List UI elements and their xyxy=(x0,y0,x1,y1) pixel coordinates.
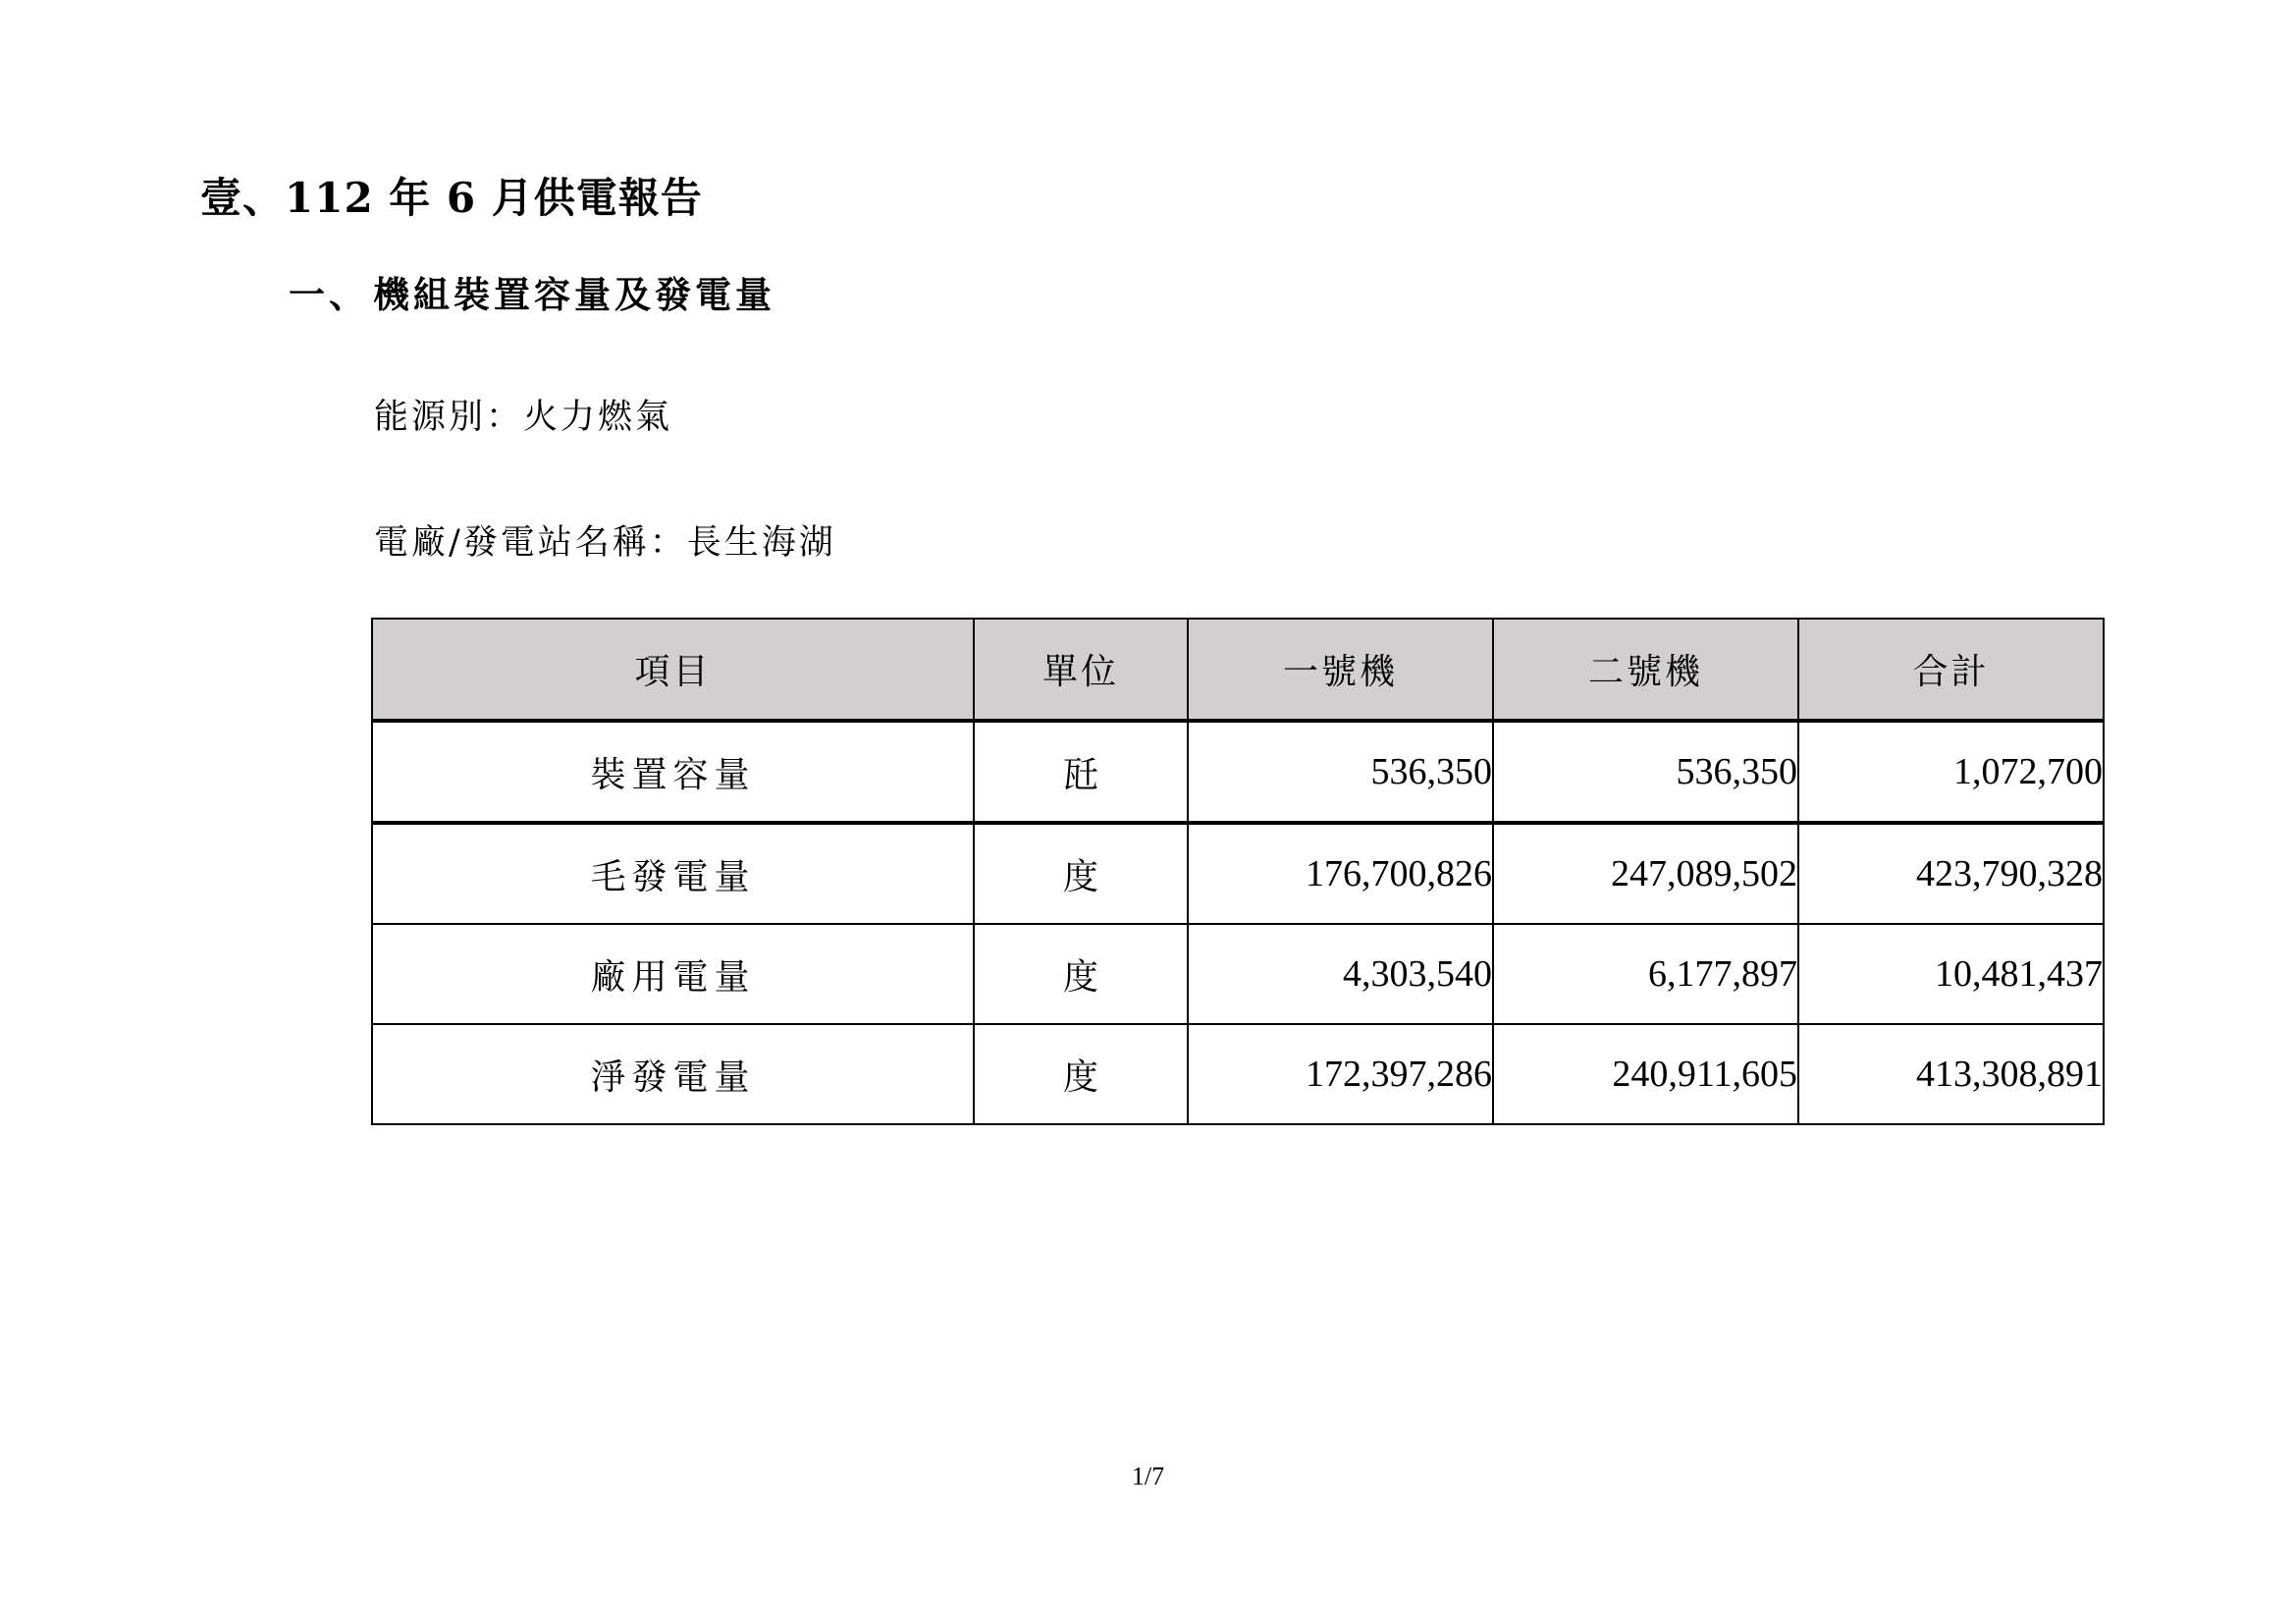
row-unit-2-value: 247,089,502 xyxy=(1493,823,1798,924)
header-unit: 單位 xyxy=(974,619,1188,721)
table-row xyxy=(372,823,2104,924)
table-row xyxy=(372,721,2104,823)
row-item: 毛發電量 xyxy=(372,823,974,924)
row-unit: 度 xyxy=(974,924,1188,1024)
row-unit: 度 xyxy=(974,1024,1188,1124)
header-total: 合計 xyxy=(1798,619,2104,721)
table-header-row xyxy=(372,619,2104,721)
row-item: 裝置容量 xyxy=(372,721,974,823)
row-total-value: 10,481,437 xyxy=(1798,924,2104,1024)
row-unit: 瓩 xyxy=(974,721,1188,823)
table-row xyxy=(372,1024,2104,1124)
row-item: 廠用電量 xyxy=(372,924,974,1024)
row-unit-2-value: 6,177,897 xyxy=(1493,924,1798,1024)
header-unit-1: 一號機 xyxy=(1188,619,1493,721)
row-total-value: 1,072,700 xyxy=(1798,721,2104,823)
row-total-value: 413,308,891 xyxy=(1798,1024,2104,1124)
page-title: 壹、112 年 6 月供電報告 xyxy=(200,174,703,222)
energy-type-label: 能源別：火力燃氣 xyxy=(374,398,673,437)
row-unit-2-value: 536,350 xyxy=(1493,721,1798,823)
generation-table xyxy=(371,618,2105,1125)
section-heading xyxy=(289,267,775,322)
page-number: 1/7 xyxy=(1131,1462,1165,1490)
plant-name-label: 電廠/發電站名稱：長生海湖 xyxy=(374,523,836,563)
header-item: 項目 xyxy=(372,619,974,721)
row-unit-1-value: 536,350 xyxy=(1188,721,1493,823)
row-total-value: 423,790,328 xyxy=(1798,823,2104,924)
row-unit-1-value: 176,700,826 xyxy=(1188,823,1493,924)
table-row xyxy=(372,924,2104,1024)
row-unit-1-value: 172,397,286 xyxy=(1188,1024,1493,1124)
row-item: 淨發電量 xyxy=(372,1024,974,1124)
row-unit-2-value: 240,911,605 xyxy=(1493,1024,1798,1124)
row-unit-1-value: 4,303,540 xyxy=(1188,924,1493,1024)
row-unit: 度 xyxy=(974,823,1188,924)
header-unit-2: 二號機 xyxy=(1493,619,1798,721)
section-title: 機組裝置容量及發電量 xyxy=(373,273,775,316)
section-number: 一、 xyxy=(289,273,369,316)
